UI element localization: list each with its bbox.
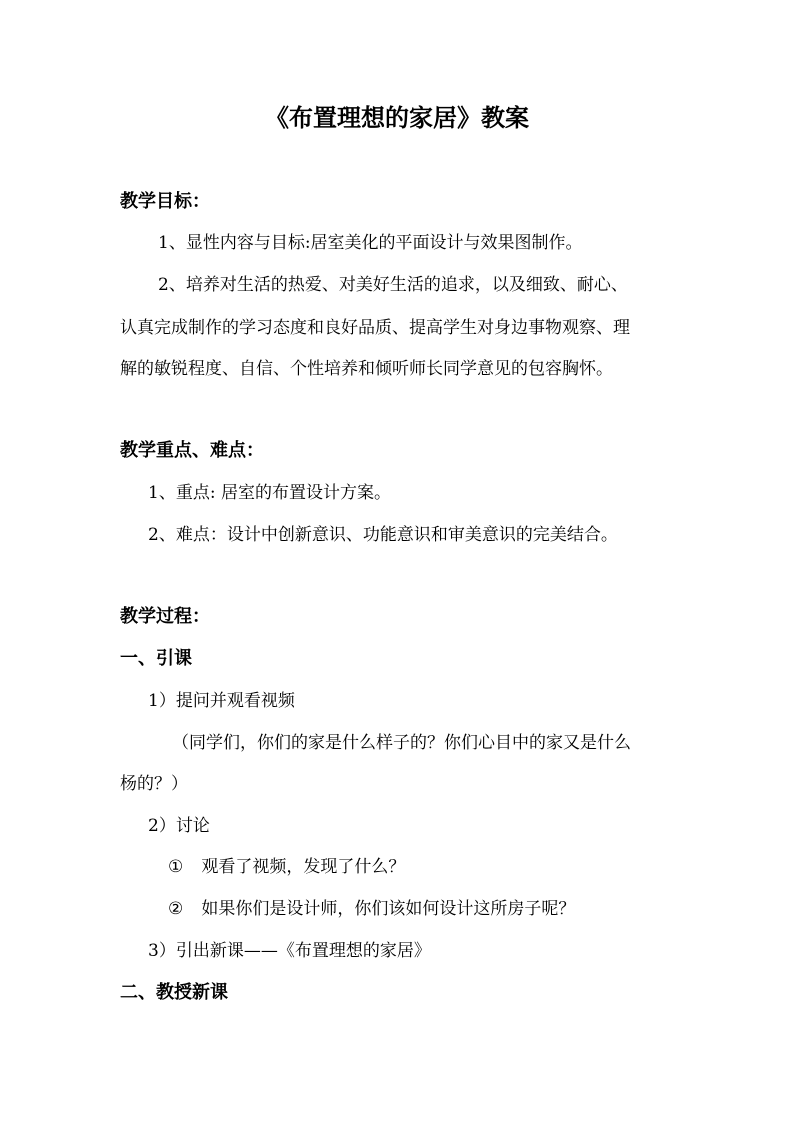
keypoint-item-2: 2、难点：设计中创新意识、功能意识和审美意识的完美结合。 <box>148 525 618 545</box>
part1-step-1: 1）提问并观看视频 <box>148 691 295 711</box>
objective-item-2-line-3: 解的敏锐程度、自信、个性培养和倾听师长同学意见的包容胸怀。 <box>120 359 613 379</box>
part1-step-1-note-line-2: 杨的？） <box>120 774 188 794</box>
discussion-question-2 <box>168 899 575 919</box>
part1-step-3: 3）引出新课——《布置理想的家居》 <box>148 941 431 961</box>
part1-heading: 一、引课 <box>120 648 192 669</box>
discussion-question-1-text: 观看了视频，发现了什么？ <box>201 857 406 877</box>
objective-item-2-line-2: 认真完成制作的学习态度和良好品质、提高学生对身边事物观察、理 <box>120 318 630 338</box>
discussion-question-1 <box>168 857 405 877</box>
part1-step-1-note-line-1: （同学们，你们的家是什么样子的？你们心目中的家又是什么 <box>172 733 631 753</box>
document-title: 《布置理想的家居》教案 <box>265 103 529 132</box>
circled-number-1: ① <box>168 857 184 877</box>
objective-item-2-line-1: 2、培养对生活的热爱、对美好生活的追求，以及细致、耐心、 <box>158 275 628 295</box>
keypoint-item-1: 1、重点: 居室的布置设计方案。 <box>148 483 391 503</box>
objectives-heading: 教学目标： <box>120 191 210 212</box>
process-heading: 教学过程： <box>120 606 210 627</box>
circled-number-2: ② <box>168 899 184 919</box>
discussion-question-2-text: 如果你们是设计师，你们该如何设计这所房子呢？ <box>201 899 576 919</box>
objective-item-1: 1、显性内容与目标:居室美化的平面设计与效果图制作。 <box>158 233 583 253</box>
part2-heading: 二、教授新课 <box>120 982 228 1003</box>
keypoints-heading: 教学重点、难点： <box>120 440 264 461</box>
part1-step-2: 2）讨论 <box>148 816 210 836</box>
